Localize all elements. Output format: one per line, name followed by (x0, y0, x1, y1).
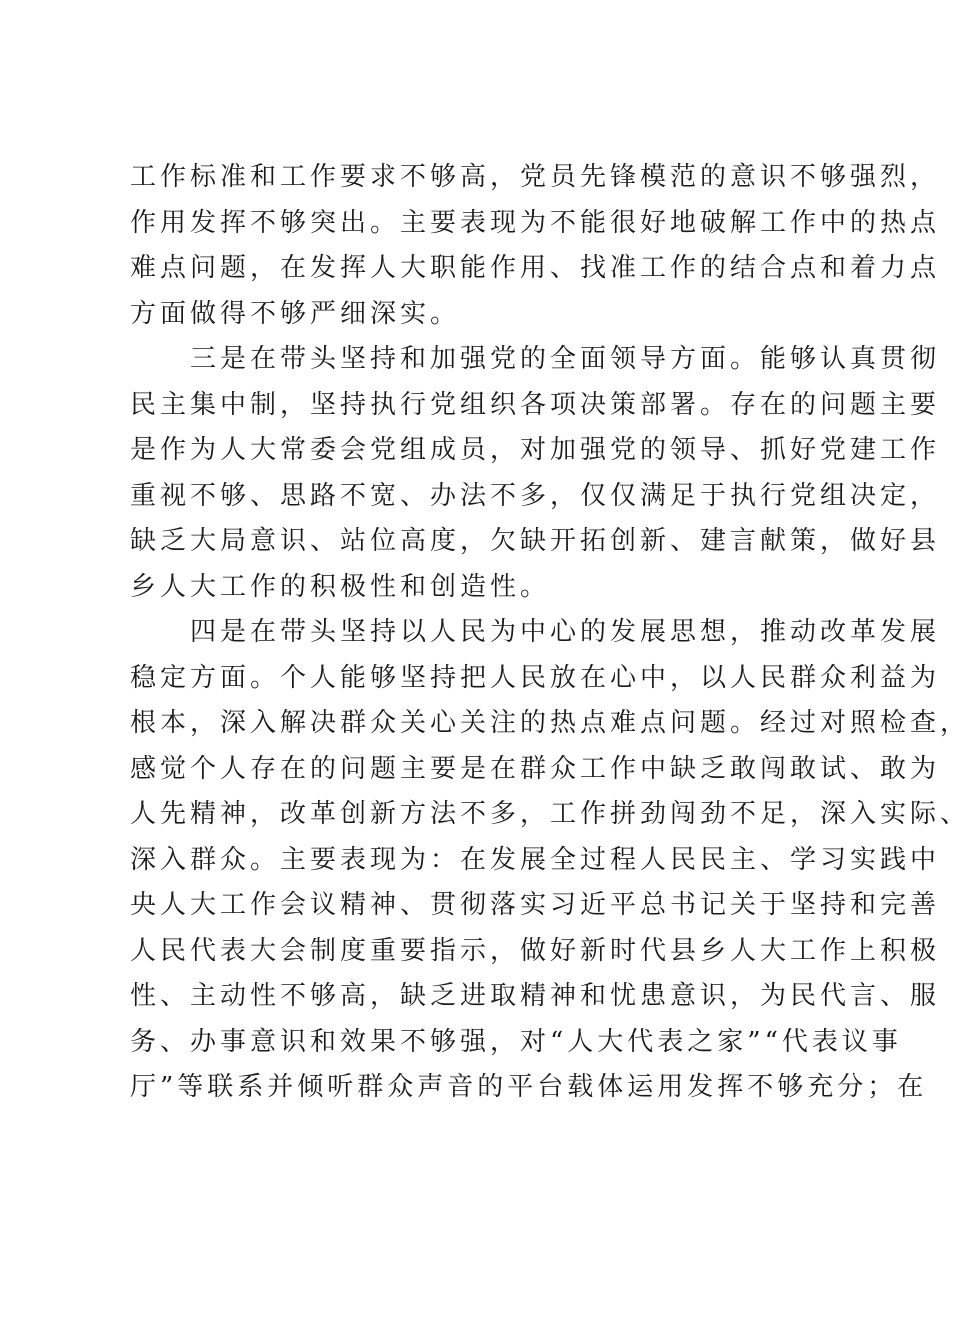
text-line: 务、办事意识和效果不够强，对“人大代表之家”“代表议事 (130, 1026, 902, 1057)
text-line: 感觉个人存在的问题主要是在群众工作中缺乏敢闯敢试、敢为 (130, 753, 941, 784)
text-line: 难点问题，在发挥人大职能作用、找准工作的结合点和着力点 (130, 253, 941, 283)
text-line: 性、主动性不够高，缺乏进取精神和忧患意识，为民代言、服 (130, 981, 941, 1011)
text-line: 乡人大工作的积极性和创造性。 (130, 571, 551, 602)
text-line: 根本，深入解决群众关心关注的热点难点问题。经过对照检查， (130, 708, 970, 738)
text-line: 央人大工作会议精神、贯彻落实习近平总书记关于坚持和完善 (130, 890, 941, 920)
text-line: 重视不够、思路不宽、办法不多，仅仅满足于执行党组决定， (130, 480, 941, 511)
paragraph-start-line: 三是在带头坚持和加强党的全面领导方面。能够认真贯彻 (190, 344, 941, 374)
text-line: 方面做得不够严细深实。 (130, 298, 461, 329)
text-line: 人先精神，改革创新方法不多，工作拼劲闯劲不足，深入实际、 (130, 799, 970, 829)
paragraph-start-line: 四是在带头坚持以人民为中心的发展思想，推动改革发展 (190, 617, 941, 647)
text-line: 缺乏大局意识、站位高度，欠缺开拓创新、建言献策，做好县 (130, 526, 941, 556)
text-line: 深入群众。主要表现为：在发展全过程人民民主、学习实践中 (130, 844, 941, 875)
text-line: 人民代表大会制度重要指示，做好新时代县乡人大工作上积极 (130, 935, 941, 966)
text-line: 民主集中制，坚持执行党组织各项决策部署。存在的问题主要 (130, 389, 941, 420)
text-line: 工作标准和工作要求不够高，党员先锋模范的意识不够强烈， (130, 162, 941, 192)
text-line: 稳定方面。个人能够坚持把人民放在心中，以人民群众利益为 (130, 662, 941, 693)
text-line: 作用发挥不够突出。主要表现为不能很好地破解工作中的热点 (130, 207, 941, 238)
document-body (130, 155, 970, 1111)
text-line: 厅”等联系并倾听群众声音的平台载体运用发挥不够充分；在 (130, 1072, 928, 1102)
text-line: 是作为人大常委会党组成员，对加强党的领导、抓好党建工作 (130, 435, 941, 465)
